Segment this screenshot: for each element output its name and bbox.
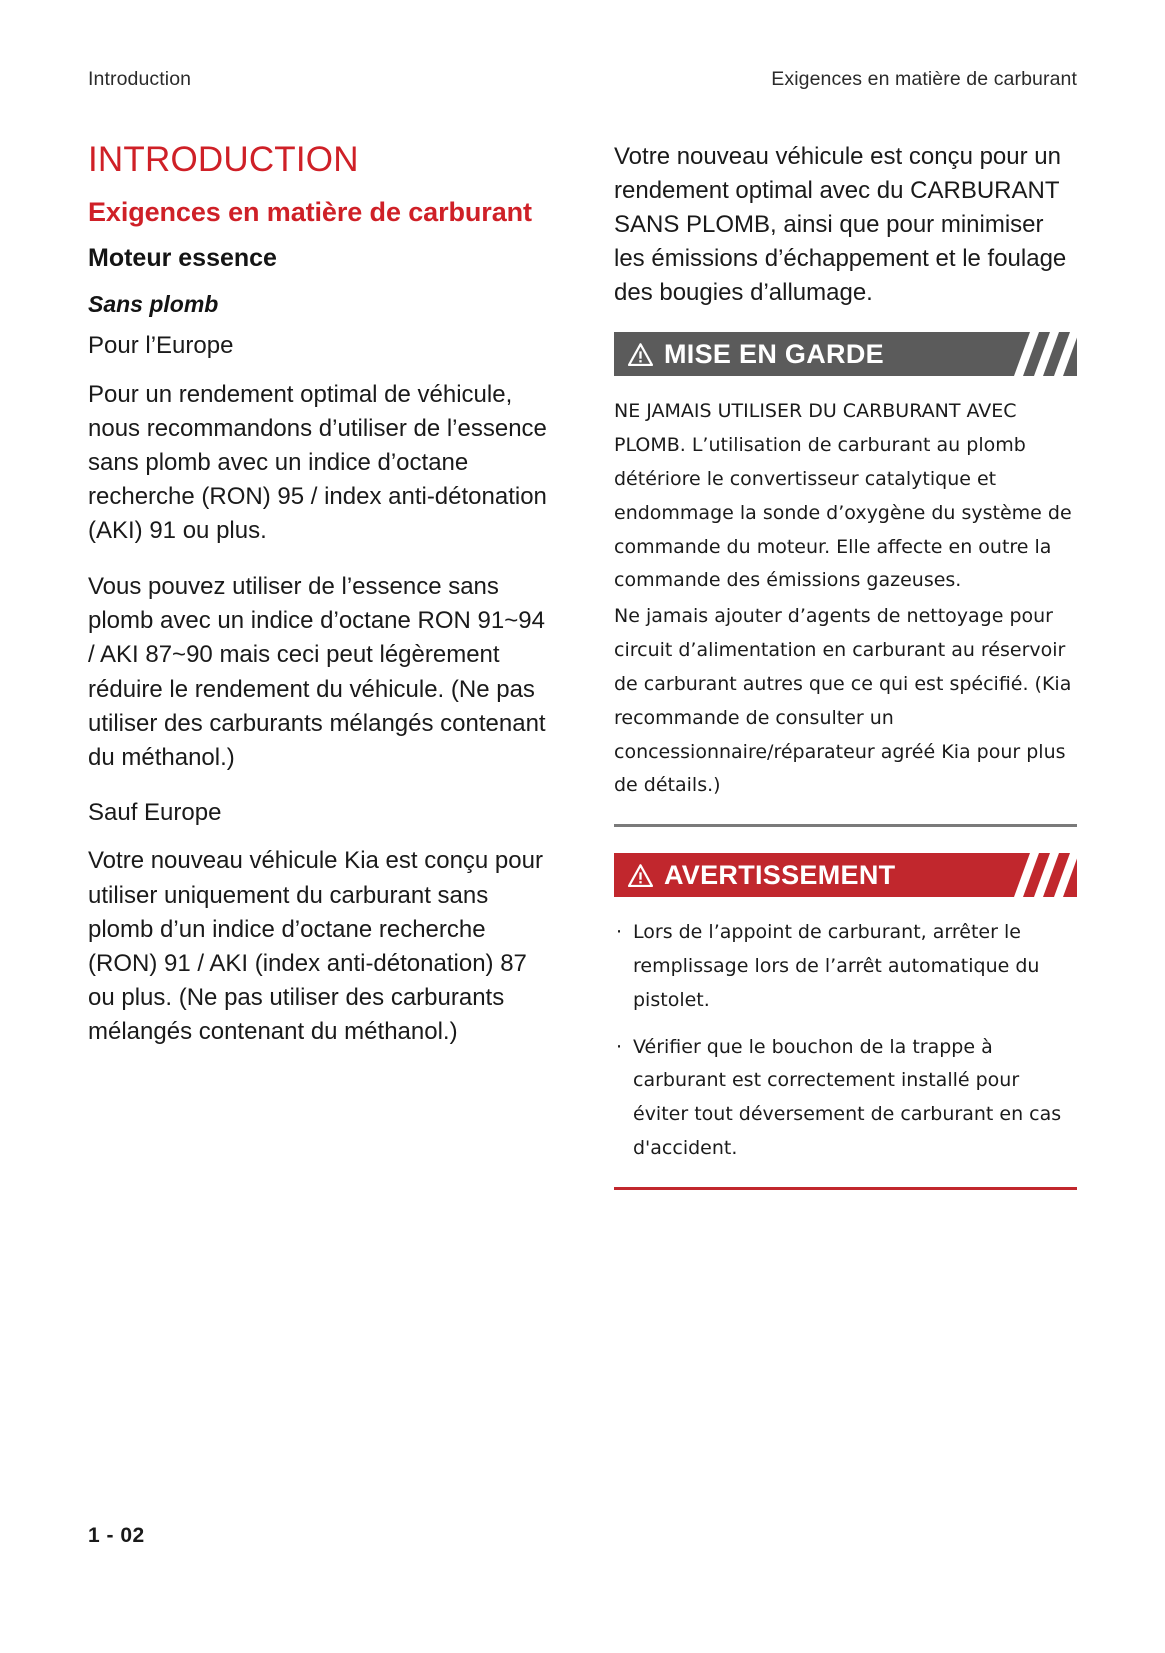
non-europe-paragraph: Votre nouveau véhicule Kia est conçu pour utiliser uniquement du carburant sans plomb d’un indice d’octane recherche (RON) 91 / AKI (index anti-détonation) 87 ou plus. (Ne pas utiliser des carburants mélangés contenant du méthanol.) bbox=[88, 847, 543, 1045]
non-europe-heading: Sauf Europe bbox=[88, 798, 222, 826]
subsection-title: Moteur essence bbox=[88, 243, 277, 272]
left-column bbox=[88, 140, 551, 1390]
two-column-body bbox=[88, 140, 1077, 1390]
caution-banner-stripes bbox=[1005, 332, 1077, 376]
warning-notice bbox=[614, 853, 1077, 1190]
warning-banner bbox=[614, 853, 1077, 897]
warning-bullet-text: Lors de l’appoint de carburant, arrêter le remplissage lors de l’arrêt automatique du pistolet. bbox=[633, 921, 1040, 1011]
warning-banner-label: AVERTISSEMENT bbox=[664, 859, 896, 890]
subsubsection-title: Sans plomb bbox=[88, 290, 219, 317]
warning-rule bbox=[614, 1187, 1077, 1190]
right-column bbox=[614, 140, 1077, 1390]
caution-notice bbox=[614, 332, 1077, 827]
caution-banner-label: MISE EN GARDE bbox=[664, 338, 884, 369]
caution-rule bbox=[614, 824, 1077, 827]
warning-triangle-icon bbox=[628, 343, 653, 366]
warning-bullet-list bbox=[614, 916, 1077, 1166]
warning-bullet-item bbox=[614, 1031, 1077, 1166]
warning-body bbox=[614, 897, 1077, 1166]
caution-paragraph-2: Ne jamais ajouter d’agents de nettoyage pour circuit d’alimentation en carburant au réservoir de carburant autres que ce qui est spécifié. (Kia recommande de consulter un concessionnaire/réparateur agréé Kia pour plus de détails.) bbox=[614, 605, 1072, 797]
running-head bbox=[88, 68, 1077, 91]
caution-paragraph-1: NE JAMAIS UTILISER DU CARBURANT AVEC PLOMB. L’utilisation de carburant au plomb détériore le convertisseur catalytique et endommage la sonde d’oxygène du système de commande du moteur. Elle affecte en outre la commande des émissions gazeuses. bbox=[614, 400, 1072, 592]
europe-heading: Pour l’Europe bbox=[88, 332, 234, 360]
caution-body bbox=[614, 376, 1077, 803]
warning-bullet-text: Vérifier que le bouchon de la trappe à carburant est correctement installé pour éviter tout déversement de carburant en cas d'accident. bbox=[633, 1035, 1062, 1160]
caution-banner bbox=[614, 332, 1077, 376]
chapter-title: INTRODUCTION bbox=[88, 140, 359, 179]
section-title: Exigences en matière de carburant bbox=[88, 197, 532, 228]
page-number: 1 - 02 bbox=[88, 1524, 145, 1547]
europe-paragraph-2: Vous pouvez utiliser de l’essence sans plomb avec un indice d’octane RON 91~94 / AKI 87~90 mais ceci peut légèrement réduire le rendement du véhicule. (Ne pas utiliser des carburants mélangés contenant du méthanol.) bbox=[88, 573, 546, 771]
warning-triangle-icon bbox=[628, 864, 653, 887]
bullet-icon: · bbox=[616, 921, 623, 944]
running-head-left: Introduction bbox=[88, 68, 192, 90]
europe-paragraph-1: Pour un rendement optimal de véhicule, nous recommandons d’utiliser de l’essence sans plomb avec un indice d’octane recherche (RON) 95 / index anti-détonation (AKI) 91 ou plus. bbox=[88, 380, 547, 545]
bullet-icon: · bbox=[616, 1035, 623, 1058]
warning-banner-stripes bbox=[1005, 853, 1077, 897]
running-head-right: Exigences en matière de carburant bbox=[771, 68, 1077, 90]
intro-paragraph: Votre nouveau véhicule est conçu pour un rendement optimal avec du CARBURANT SANS PLOMB, ainsi que pour minimiser les émissions d’échappement et le foulage des bougies d’allumage. bbox=[614, 143, 1067, 307]
warning-bullet-item bbox=[614, 916, 1077, 1017]
